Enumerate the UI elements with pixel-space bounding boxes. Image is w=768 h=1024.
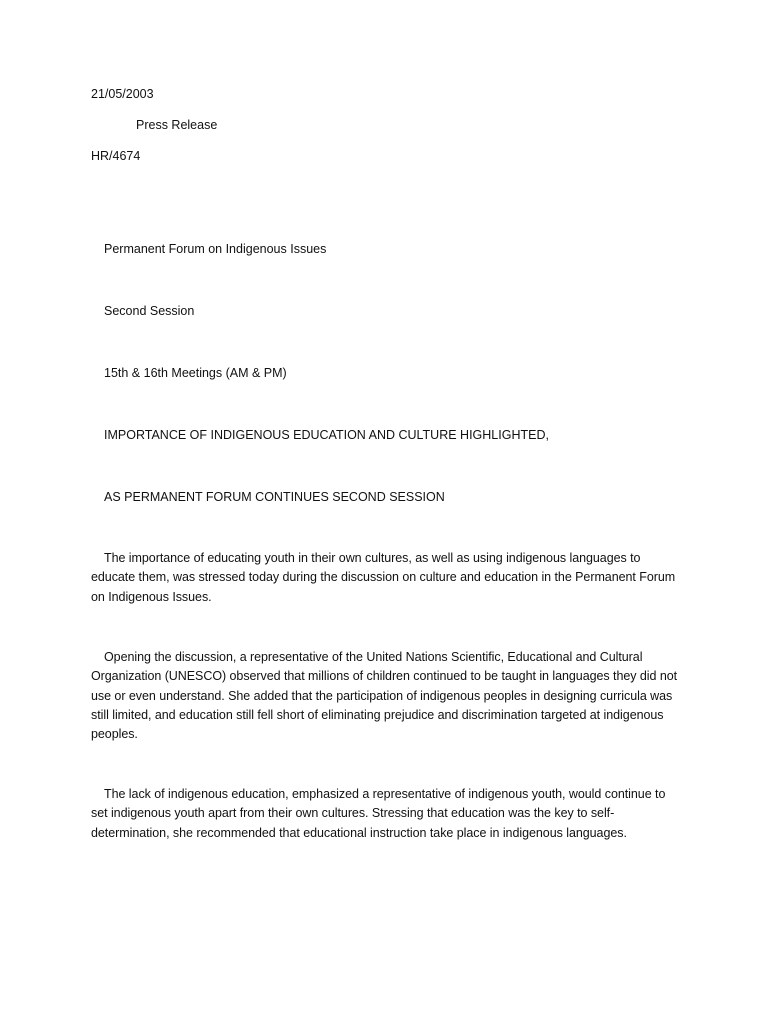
document-number: HR/4674 <box>91 149 141 163</box>
release-date: 21/05/2003 <box>91 87 154 101</box>
body-paragraph-1: The importance of educating youth in their own cultures, as well as using indigenous languages to educate them, was stressed today during the discussion on culture and education in the Permanent Forum on Indigenous Issues. <box>91 551 676 604</box>
body-paragraph-2: Opening the discussion, a representative of the United Nations Scientific, Educational and Cultural Organization (UNESCO) observed that millions of children continued to be taught in languages they did not use or even understand. She added that the participation of indigenous peoples in designing curricula was still limited, and education still fell short of eliminating prejudice and discrimination targeted at indigenous peoples. <box>91 650 678 742</box>
headline-line-1: IMPORTANCE OF INDIGENOUS EDUCATION AND CULTURE HIGHLIGHTED, <box>104 428 549 442</box>
document-type: Press Release <box>136 118 218 132</box>
meetings-label: 15th & 16th Meetings (AM & PM) <box>104 366 287 380</box>
session-name: Second Session <box>104 304 195 318</box>
forum-name: Permanent Forum on Indigenous Issues <box>104 242 327 256</box>
body-paragraph-3: The lack of indigenous education, emphasized a representative of indigenous youth, would continue to set indigenous youth apart from their own cultures. Stressing that education was the key to self-determination, she recommended that educational instruction take place in indigenous languages. <box>91 787 666 840</box>
headline-line-2: AS PERMANENT FORUM CONTINUES SECOND SESSION <box>104 490 445 504</box>
